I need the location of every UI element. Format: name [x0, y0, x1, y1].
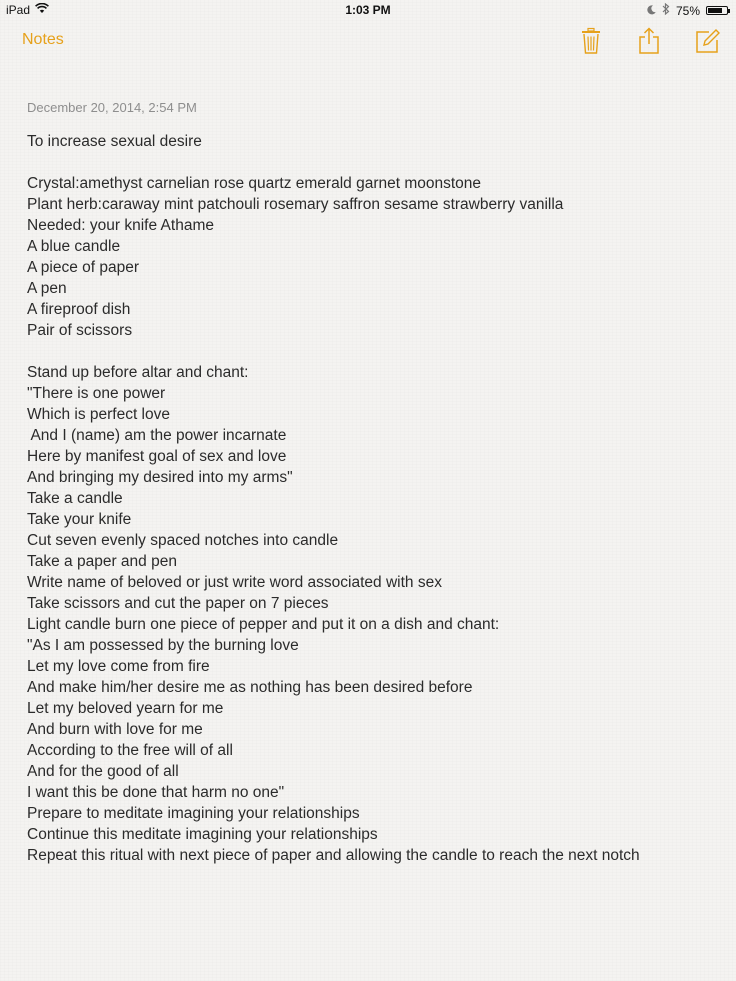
note-date: December 20, 2014, 2:54 PM — [27, 100, 197, 115]
moon-icon — [647, 4, 656, 18]
compose-icon[interactable] — [692, 26, 722, 56]
back-to-notes-button[interactable]: Notes — [22, 31, 64, 48]
status-time: 1:03 PM — [345, 3, 391, 17]
device-label: iPad — [6, 3, 31, 17]
bluetooth-icon — [662, 3, 670, 18]
battery-percent: 75% — [675, 3, 700, 18]
note-content[interactable] — [27, 100, 717, 866]
note-body[interactable]: To increase sexual desire Crystal:amethyst carnelian rose quartz emerald garnet moonstone Plant herb:caraway mint patchouli rosemary saffron sesame strawberry vanilla Needed: your knife Athame A blue candle A piece of paper A pen A fireproof dish Pair of scissors Stand up before altar and chant: "There is one power Which is perfect love And I (name) am the power incarnate Here by manifest goal of sex and love And bringing my desired into my arms" Take a candle Take your knife Cut seven evenly spaced notches into candle Take a paper and pen Write name of beloved or just write word associated with sex Take scissors and cut the paper on 7 pieces Light candle burn one piece of pepper and put it on a dish and chant: "As I am possessed by the burning love Let my love come from fire And make him/her desire me as nothing has been desired before Let my beloved yearn for me And burn with love for me According to the free will of all And for the good of all I want this be done that harm no one" Prepare to meditate imagining your relationships Continue this meditate imagining your relationships Repeat this ritual with next piece of paper and allowing the candle to reach the next notch — [27, 133, 640, 864]
status-bar — [0, 0, 736, 20]
trash-icon[interactable] — [576, 26, 606, 56]
battery-icon — [706, 6, 728, 15]
battery-level — [708, 8, 722, 13]
nav-actions — [576, 26, 722, 56]
share-icon[interactable] — [634, 26, 664, 56]
status-right — [647, 3, 728, 18]
nav-bar — [0, 20, 736, 64]
